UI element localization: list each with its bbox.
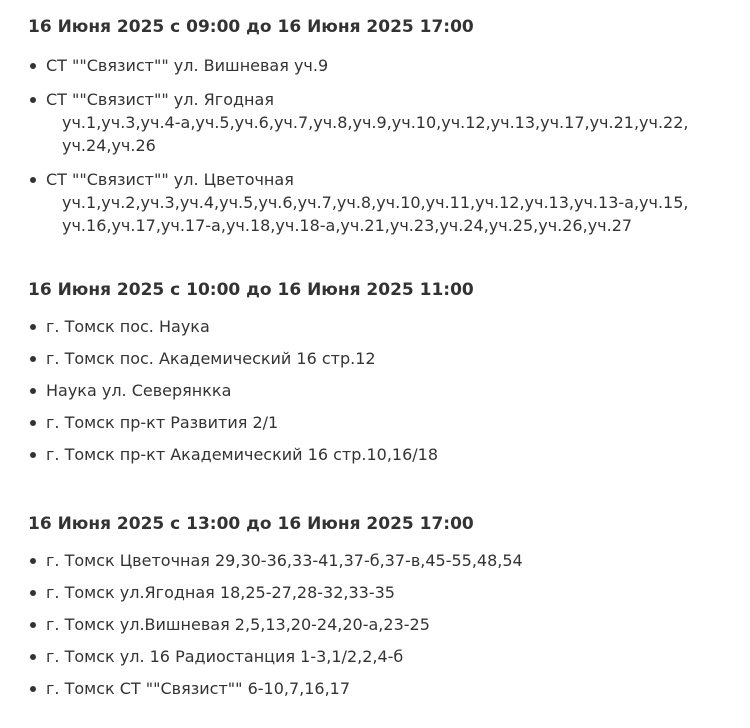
address-text: Наука ул. Северянкка: [46, 381, 232, 400]
bullet-icon: [30, 177, 36, 183]
bullet-icon: [30, 686, 36, 692]
address-text: СТ ""Связист"" ул. Ягодная: [46, 90, 274, 109]
bullet-icon: [30, 324, 36, 330]
address-text: г. Томск ул. 16 Радиостанция 1-3,1/2,2,4-б: [46, 647, 404, 666]
address-text: СТ ""Связист"" ул. Цветочная: [46, 170, 294, 189]
address-list: [28, 54, 740, 237]
list-item: [28, 581, 740, 604]
bullet-icon: [30, 420, 36, 426]
schedule-section-3: [28, 513, 740, 700]
address-text: г. Томск ул.Ягодная 18,25-27,28-32,33-35: [46, 583, 395, 602]
address-text: г. Томск пос. Наука: [46, 317, 210, 336]
list-item: [28, 379, 740, 402]
address-list: [28, 315, 740, 466]
bullet-icon: [30, 558, 36, 564]
bullet-icon: [30, 63, 36, 69]
list-item: [28, 677, 740, 700]
list-item: [28, 411, 740, 434]
address-text: г. Томск пр-кт Развития 2/1: [46, 413, 279, 432]
bullet-icon: [30, 622, 36, 628]
address-text: г. Томск Цветочная 29,30-36,33-41,37-б,37-в,45-55,48,54: [46, 551, 523, 570]
bullet-icon: [30, 97, 36, 103]
address-text: г. Томск пос. Академический 16 стр.12: [46, 349, 376, 368]
address-list: [28, 549, 740, 700]
bullet-icon: [30, 356, 36, 362]
bullet-icon: [30, 388, 36, 394]
list-item: [28, 54, 740, 77]
list-item: [28, 443, 740, 466]
bullet-icon: [30, 590, 36, 596]
list-item: [28, 613, 740, 636]
plot-numbers: уч.1,уч.2,уч.3,уч.4,уч.5,уч.6,уч.7,уч.8,уч.10,уч.11,уч.12,уч.13,уч.13-а,уч.15, уч.16,уч.17,уч.17-а,уч.18,уч.18-а,уч.21,уч.23,уч.24,уч.25,уч.26,уч.27: [62, 193, 689, 235]
bullet-icon: [30, 452, 36, 458]
plot-numbers: уч.1,уч.3,уч.4-а,уч.5,уч.6,уч.7,уч.8,уч.9,уч.10,уч.12,уч.13,уч.17,уч.21,уч.22, уч.24,уч.26: [62, 113, 689, 155]
section-title: 16 Июня 2025 с 09:00 до 16 Июня 2025 17:00: [28, 17, 474, 37]
list-item: [28, 549, 740, 572]
section-title: 16 Июня 2025 с 13:00 до 16 Июня 2025 17:00: [28, 514, 474, 534]
schedule-section-1: [28, 16, 740, 237]
section-title: 16 Июня 2025 с 10:00 до 16 Июня 2025 11:00: [28, 280, 474, 300]
address-text: г. Томск пр-кт Академический 16 стр.10,16/18: [46, 445, 439, 464]
address-text: г. Томск СТ ""Связист"" 6-10,7,16,17: [46, 679, 351, 698]
list-item: [28, 347, 740, 370]
list-item: [28, 88, 740, 157]
address-text: СТ ""Связист"" ул. Вишневая уч.9: [46, 56, 329, 75]
list-item: [28, 315, 740, 338]
list-item: [28, 645, 740, 668]
schedule-section-2: [28, 279, 740, 466]
bullet-icon: [30, 654, 36, 660]
address-text: г. Томск ул.Вишневая 2,5,13,20-24,20-а,23-25: [46, 615, 430, 634]
list-item: [28, 168, 740, 237]
